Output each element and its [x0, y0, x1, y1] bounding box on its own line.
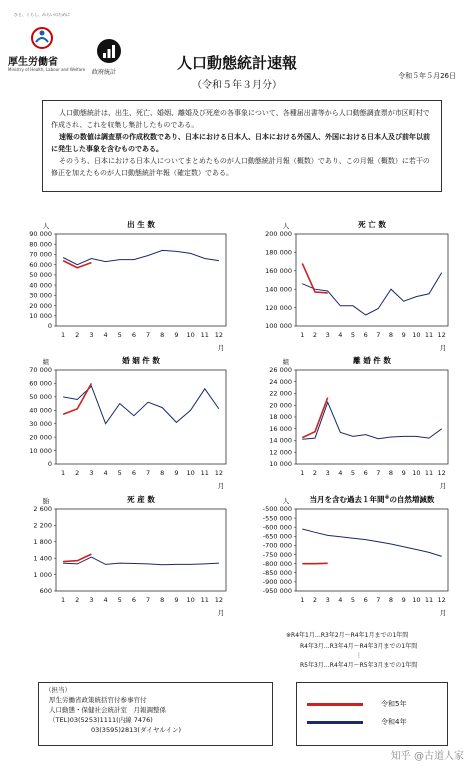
chart-4: [269, 355, 448, 490]
series-line-r5: [63, 554, 91, 561]
x-tick-label: 3: [89, 596, 94, 604]
y-tick-label: 18 000: [269, 413, 292, 422]
x-tick-label: 4: [338, 469, 343, 477]
x-tick-label: 7: [376, 596, 381, 604]
y-unit-label: 人: [282, 222, 290, 230]
y-tick-label: 30 000: [29, 291, 52, 300]
legend-item-r4: [307, 717, 406, 727]
x-tick-label: 9: [401, 469, 406, 477]
y-tick-label: -600 000: [262, 523, 292, 532]
contact-line-3: （TEL)03(5253)1111(内線 7476): [49, 716, 153, 724]
x-tick-label: 11: [424, 331, 434, 339]
x-tick-label: 10: [412, 596, 421, 604]
chart-3: [29, 355, 226, 490]
y-tick-label: 26 000: [269, 366, 292, 375]
series-line-r4: [63, 557, 219, 565]
y-unit-label: 組: [282, 358, 290, 366]
y-tick-label: -950 000: [262, 587, 292, 596]
y-tick-label: 20 000: [29, 301, 52, 310]
legend-item-r5: [307, 699, 406, 709]
series-line-r4: [302, 529, 441, 556]
x-tick-label: 11: [200, 469, 209, 477]
series-line-r5: [302, 398, 327, 438]
x-tick-label: 10: [412, 331, 421, 339]
contact-line-4: 03(3595)2813(ダイヤルイン): [91, 726, 181, 734]
y-tick-label: 20 000: [269, 401, 292, 410]
note-line-1: ※R4年1月…R3年2月～R4年1月までの1年間: [286, 632, 409, 639]
y-tick-label: 70 000: [29, 250, 52, 259]
y-tick-label: 90 000: [29, 230, 52, 239]
y-tick-label: -900 000: [262, 578, 292, 587]
y-tick-label: -700 000: [262, 541, 292, 550]
y-unit-label: 胎: [42, 497, 50, 505]
x-tick-label: 12: [437, 331, 446, 339]
y-tick-label: -500 000: [262, 505, 292, 514]
x-tick-label: 11: [200, 331, 209, 339]
y-tick-label: 10 000: [269, 460, 292, 469]
chart-5: [33, 494, 226, 617]
watermark: 知乎 @古道人家: [390, 751, 464, 762]
y-tick-label: 40 000: [29, 406, 52, 415]
x-tick-label: 5: [117, 596, 122, 604]
plot-frame: [56, 234, 226, 326]
y-tick-label: 60 000: [29, 260, 52, 269]
y-tick-label: 50 000: [29, 271, 52, 280]
x-tick-label: 9: [401, 331, 406, 339]
ministry-tagline: ひと、くらし、みらいのために: [14, 12, 70, 17]
x-tick-label: 3: [325, 469, 330, 477]
chart-title: 死 産 数: [127, 495, 155, 504]
x-tick-label: 4: [103, 331, 108, 339]
series-line-r5: [302, 263, 327, 293]
x-tick-label: 8: [160, 469, 165, 477]
legend-label-r4: 令和4年: [381, 718, 407, 726]
series-line-r4: [63, 250, 219, 264]
x-tick-label: 12: [214, 331, 224, 339]
x-tick-label: 9: [174, 469, 179, 477]
x-tick-label: 7: [146, 596, 151, 604]
x-tick-label: 6: [363, 469, 368, 477]
chart-1: [29, 219, 226, 352]
y-tick-label: 1 400: [33, 554, 52, 563]
y-tick-label: 10 000: [29, 311, 52, 320]
plot-frame: [56, 509, 226, 591]
y-tick-label: 20 000: [29, 433, 52, 442]
contact-label: （担当）: [45, 686, 71, 694]
x-tick-label: 12: [437, 596, 446, 604]
x-tick-label: 1: [300, 469, 305, 477]
series-line-r4: [302, 273, 441, 315]
x-tick-label: 11: [424, 469, 434, 477]
note-dots: ⋮: [356, 652, 362, 659]
x-tick-label: 2: [312, 596, 318, 604]
y-tick-label: 30 000: [29, 419, 52, 428]
y-tick-label: -750 000: [262, 550, 292, 559]
x-tick-label: 9: [401, 596, 406, 604]
y-tick-label: 80 000: [29, 240, 52, 249]
x-tick-label: 11: [200, 596, 209, 604]
x-tick-label: 5: [117, 469, 122, 477]
x-tick-label: 4: [103, 469, 108, 477]
x-tick-label: 1: [61, 331, 66, 339]
publish-date: 令和５年５月26日: [398, 72, 456, 80]
period-notes: [286, 630, 466, 671]
plot-frame: [296, 370, 448, 464]
y-tick-label: -850 000: [262, 568, 292, 577]
y-tick-label: 16 000: [269, 424, 292, 433]
x-axis-label: 月: [439, 482, 447, 490]
x-tick-label: 7: [146, 331, 151, 339]
plot-frame: [56, 370, 226, 464]
y-tick-label: 12 000: [269, 448, 292, 457]
x-axis-label: 月: [217, 609, 225, 617]
y-tick-label: 10 000: [29, 446, 52, 455]
y-tick-label: -550 000: [262, 514, 292, 523]
chart-title: 出 生 数: [127, 220, 155, 229]
x-tick-label: 9: [174, 596, 179, 604]
y-tick-label: 200 000: [265, 230, 292, 239]
y-tick-label: 60 000: [29, 379, 52, 388]
x-tick-label: 2: [75, 469, 80, 477]
x-tick-label: 3: [325, 596, 330, 604]
legend-label-r5: 令和5年: [381, 700, 407, 708]
x-tick-label: 8: [160, 331, 165, 339]
x-tick-label: 2: [75, 596, 80, 604]
x-tick-label: 4: [103, 596, 108, 604]
y-unit-label: 組: [42, 358, 50, 366]
chart-title: 離 婚 件 数: [353, 356, 391, 365]
chart-2: [265, 219, 448, 352]
x-tick-label: 2: [75, 331, 80, 339]
x-tick-label: 10: [186, 331, 195, 339]
x-tick-label: 10: [186, 469, 195, 477]
y-tick-label: 14 000: [269, 436, 292, 445]
x-tick-label: 3: [89, 469, 94, 477]
x-tick-label: 10: [412, 469, 421, 477]
y-tick-label: 0: [47, 322, 52, 331]
y-unit-label: 人: [42, 222, 50, 230]
y-tick-label: 600: [39, 587, 52, 596]
chart-title: 当月を含む過去１年間※の自然増減数: [309, 495, 435, 504]
x-tick-label: 8: [388, 331, 394, 339]
page-subtitle: （令和５年３月分）: [192, 80, 282, 91]
x-tick-label: 7: [376, 469, 381, 477]
chart-title-tail: の自然増減数: [389, 495, 435, 504]
x-tick-label: 5: [350, 596, 356, 604]
x-tick-label: 1: [300, 596, 305, 604]
y-tick-label: 140 000: [265, 285, 292, 294]
x-tick-label: 1: [61, 469, 66, 477]
chart-6: [263, 494, 448, 617]
y-tick-label: 1 800: [33, 538, 52, 546]
x-tick-label: 8: [388, 469, 394, 477]
x-axis-label: 月: [439, 344, 447, 352]
y-tick-label: 180 000: [265, 248, 292, 257]
y-unit-label: 人: [282, 497, 290, 505]
x-tick-label: 7: [146, 469, 151, 477]
x-axis-label: 月: [217, 482, 225, 490]
x-tick-label: 3: [89, 331, 94, 339]
y-tick-label: 22 000: [269, 389, 292, 398]
y-tick-label: 120 000: [265, 303, 292, 312]
contact-line-1: 厚生労働省政策統括官付参事官付: [49, 696, 147, 704]
y-tick-label: 100 000: [265, 322, 292, 331]
x-tick-label: 6: [131, 596, 136, 604]
y-tick-label: 40 000: [29, 281, 52, 290]
legend-swatch-r5: [307, 703, 363, 706]
x-tick-label: 3: [325, 331, 330, 339]
y-tick-label: -800 000: [262, 559, 292, 568]
chart-title-sup: ※: [384, 495, 390, 501]
x-tick-label: 8: [160, 596, 165, 604]
x-tick-label: 1: [300, 331, 305, 339]
x-tick-label: 12: [214, 469, 224, 477]
note-line-3: R5年3月…R4年4月～R5年3月までの1年間: [300, 662, 418, 669]
x-tick-label: 2: [312, 331, 318, 339]
x-axis-label: 月: [439, 609, 447, 617]
chart-title: 死 亡 数: [358, 220, 386, 229]
chart-title: 婚 姻 件 数: [122, 356, 160, 365]
contact-line-2: 人口動態・保健社会統計室 月報調整係: [49, 706, 166, 714]
x-tick-label: 5: [350, 469, 356, 477]
x-tick-label: 2: [312, 469, 318, 477]
plot-frame: [296, 509, 448, 591]
legend-swatch-r4: [307, 721, 363, 724]
x-tick-label: 8: [388, 596, 394, 604]
y-tick-label: -650 000: [262, 532, 292, 541]
x-tick-label: 5: [117, 331, 122, 339]
x-tick-label: 12: [437, 469, 446, 477]
contact-box: [38, 682, 273, 746]
intro-paragraph-1: 人口動態統計は、出生、死亡、婚姻、離婚及び死産の各事象について、各種届出書等から人口動態調査票が市区町村で作成され、これを収集し集計したものである。: [51, 109, 430, 129]
government-stats-label: 政府統計: [92, 69, 117, 76]
note-line-2: R4年3月…R3年4月～R4年3月までの1年間: [300, 643, 418, 650]
x-tick-label: 4: [338, 596, 343, 604]
y-tick-label: 160 000: [265, 267, 292, 275]
x-tick-label: 1: [61, 596, 66, 604]
x-tick-label: 6: [363, 596, 368, 604]
x-tick-label: 7: [376, 331, 381, 339]
y-tick-label: 2 200: [33, 521, 52, 530]
y-tick-label: 2 600: [33, 505, 52, 514]
intro-paragraph-2: 速報の数値は調査票の作成枚数であり、日本における日本人、日本における外国人、外国における日本人及び前年以前に発生した事象を含むものである。: [51, 133, 430, 153]
y-tick-label: 24 000: [269, 377, 292, 386]
x-tick-label: 12: [214, 596, 224, 604]
y-tick-label: 70 000: [29, 366, 52, 375]
ministry-name: 厚生労働省: [8, 57, 58, 68]
x-tick-label: 5: [350, 331, 356, 339]
page-title: 人口動態統計速報: [176, 54, 297, 72]
intro-paragraph-3: そのうち、日本における日本人についてまとめたものが人口動態統計月報（概数）であり、この月報（概数）に若干の修正を加えたものが人口動態統計年報（確定数）である。: [51, 157, 430, 177]
legend-box: [296, 682, 448, 746]
y-tick-label: 0: [47, 460, 52, 469]
x-tick-label: 11: [424, 596, 434, 604]
x-tick-label: 6: [131, 331, 136, 339]
x-tick-label: 6: [131, 469, 136, 477]
x-axis-label: 月: [217, 344, 225, 352]
ministry-english: Ministry of Health, Labour and Welfare: [8, 67, 86, 72]
y-tick-label: 1 000: [33, 570, 52, 579]
x-tick-label: 6: [363, 331, 368, 339]
series-line-r5: [63, 383, 91, 414]
y-tick-label: 50 000: [29, 393, 52, 402]
x-tick-label: 4: [338, 331, 343, 339]
x-tick-label: 9: [174, 331, 179, 339]
x-tick-label: 10: [186, 596, 195, 604]
